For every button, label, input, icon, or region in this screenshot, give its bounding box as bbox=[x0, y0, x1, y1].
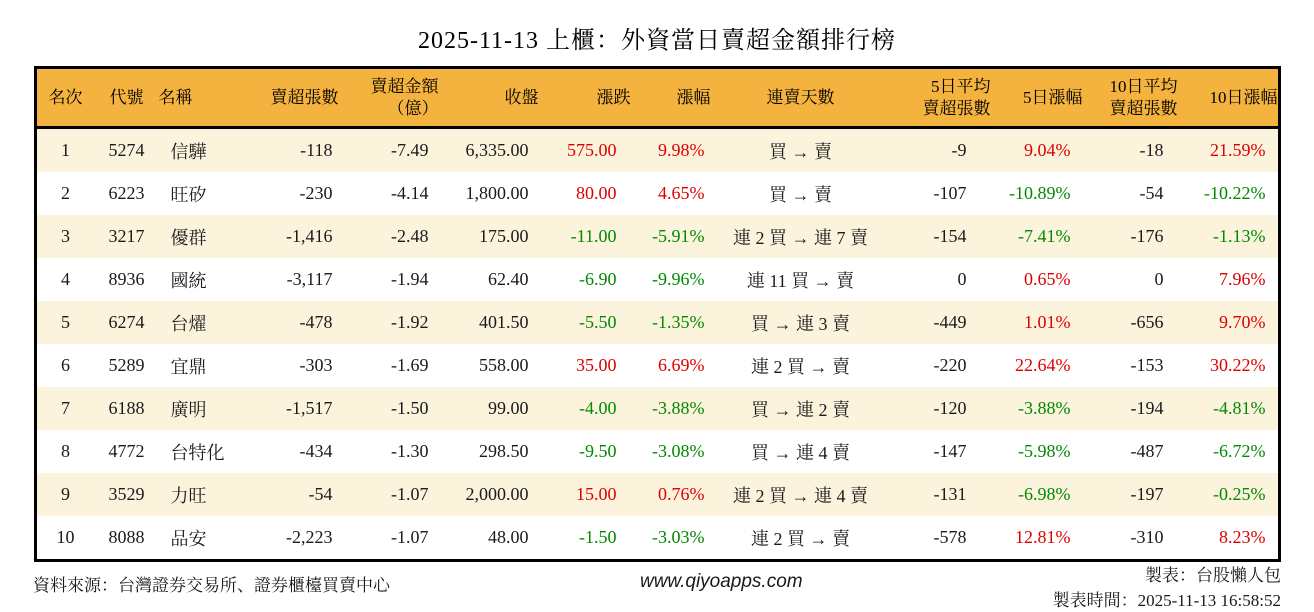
cell-pct5: -10.89% bbox=[991, 172, 1083, 215]
cell-close: 558.00 bbox=[439, 344, 539, 387]
cell-change_pct: 9.98% bbox=[631, 128, 711, 173]
cell-pct10: -10.22% bbox=[1178, 172, 1280, 215]
cell-avg10: -194 bbox=[1083, 387, 1178, 430]
cell-sell_amount: -1.30 bbox=[339, 430, 439, 473]
cell-change: -9.50 bbox=[539, 430, 631, 473]
cell-rank: 10 bbox=[35, 516, 95, 561]
cell-streak: 連 2 買 → 賣 bbox=[711, 516, 891, 561]
cell-sell_shares: -230 bbox=[251, 172, 339, 215]
table-row bbox=[35, 301, 1279, 344]
cell-change: -4.00 bbox=[539, 387, 631, 430]
cell-rank: 3 bbox=[35, 215, 95, 258]
cell-close: 1,800.00 bbox=[439, 172, 539, 215]
cell-avg10: -176 bbox=[1083, 215, 1178, 258]
cell-streak: 連 2 買 → 連 4 賣 bbox=[711, 473, 891, 516]
col-header-change_pct: 漲幅 bbox=[631, 68, 711, 128]
cell-change: 80.00 bbox=[539, 172, 631, 215]
cell-pct5: -6.98% bbox=[991, 473, 1083, 516]
table-row bbox=[35, 344, 1279, 387]
cell-pct10: -0.25% bbox=[1178, 473, 1280, 516]
cell-rank: 7 bbox=[35, 387, 95, 430]
cell-pct5: 9.04% bbox=[991, 128, 1083, 173]
cell-close: 401.50 bbox=[439, 301, 539, 344]
header-row bbox=[35, 68, 1279, 128]
cell-sell_amount: -1.07 bbox=[339, 473, 439, 516]
cell-close: 175.00 bbox=[439, 215, 539, 258]
cell-pct5: 0.65% bbox=[991, 258, 1083, 301]
cell-rank: 9 bbox=[35, 473, 95, 516]
footer bbox=[33, 564, 1281, 612]
cell-sell_shares: -2,223 bbox=[251, 516, 339, 561]
cell-rank: 2 bbox=[35, 172, 95, 215]
cell-avg10: -310 bbox=[1083, 516, 1178, 561]
cell-rank: 6 bbox=[35, 344, 95, 387]
cell-avg5: -578 bbox=[891, 516, 991, 561]
cell-sell_shares: -118 bbox=[251, 128, 339, 173]
cell-code: 3529 bbox=[95, 473, 159, 516]
col-header-change: 漲跌 bbox=[539, 68, 631, 128]
cell-sell_amount: -1.69 bbox=[339, 344, 439, 387]
cell-sell_shares: -1,517 bbox=[251, 387, 339, 430]
col-header-close: 收盤 bbox=[439, 68, 539, 128]
cell-name: 宜鼎 bbox=[159, 344, 251, 387]
cell-avg5: -154 bbox=[891, 215, 991, 258]
col-header-code: 代號 bbox=[95, 68, 159, 128]
cell-avg5: -220 bbox=[891, 344, 991, 387]
cell-change: -11.00 bbox=[539, 215, 631, 258]
cell-avg10: -54 bbox=[1083, 172, 1178, 215]
cell-sell_shares: -478 bbox=[251, 301, 339, 344]
cell-streak: 買 → 連 4 賣 bbox=[711, 430, 891, 473]
cell-streak: 連 11 買 → 賣 bbox=[711, 258, 891, 301]
col-header-sell_shares: 賣超張數 bbox=[251, 68, 339, 128]
cell-avg5: 0 bbox=[891, 258, 991, 301]
cell-code: 8088 bbox=[95, 516, 159, 561]
cell-pct10: -4.81% bbox=[1178, 387, 1280, 430]
cell-sell_shares: -3,117 bbox=[251, 258, 339, 301]
ranking-table bbox=[34, 66, 1281, 562]
col-header-pct5: 5日漲幅 bbox=[991, 68, 1083, 128]
cell-pct10: 7.96% bbox=[1178, 258, 1280, 301]
cell-name: 力旺 bbox=[159, 473, 251, 516]
col-header-sell_amount: 賣超金額 （億） bbox=[339, 68, 439, 128]
cell-change: -5.50 bbox=[539, 301, 631, 344]
cell-avg5: -107 bbox=[891, 172, 991, 215]
cell-change_pct: -9.96% bbox=[631, 258, 711, 301]
cell-sell_shares: -303 bbox=[251, 344, 339, 387]
website-url: www.qiyoapps.com bbox=[639, 571, 803, 592]
cell-change_pct: -3.03% bbox=[631, 516, 711, 561]
table-row bbox=[35, 516, 1279, 561]
cell-streak: 買 → 賣 bbox=[711, 128, 891, 173]
col-header-rank: 名次 bbox=[35, 68, 95, 128]
cell-code: 6223 bbox=[95, 172, 159, 215]
cell-name: 品安 bbox=[159, 516, 251, 561]
table-row bbox=[35, 215, 1279, 258]
cell-streak: 買 → 連 3 賣 bbox=[711, 301, 891, 344]
cell-name: 台燿 bbox=[159, 301, 251, 344]
cell-change: 15.00 bbox=[539, 473, 631, 516]
cell-pct5: 1.01% bbox=[991, 301, 1083, 344]
cell-pct10: -1.13% bbox=[1178, 215, 1280, 258]
cell-code: 6274 bbox=[95, 301, 159, 344]
cell-close: 6,335.00 bbox=[439, 128, 539, 173]
cell-change: -1.50 bbox=[539, 516, 631, 561]
cell-pct5: 12.81% bbox=[991, 516, 1083, 561]
cell-sell_shares: -1,416 bbox=[251, 215, 339, 258]
cell-sell_amount: -2.48 bbox=[339, 215, 439, 258]
cell-sell_amount: -1.50 bbox=[339, 387, 439, 430]
cell-name: 廣明 bbox=[159, 387, 251, 430]
cell-close: 48.00 bbox=[439, 516, 539, 561]
col-header-avg5: 5日平均 賣超張數 bbox=[891, 68, 991, 128]
cell-change: 35.00 bbox=[539, 344, 631, 387]
cell-sell_shares: -54 bbox=[251, 473, 339, 516]
cell-code: 8936 bbox=[95, 258, 159, 301]
col-header-avg10: 10日平均 賣超張數 bbox=[1083, 68, 1178, 128]
cell-sell_amount: -4.14 bbox=[339, 172, 439, 215]
table-row bbox=[35, 128, 1279, 173]
cell-streak: 連 2 買 → 連 7 賣 bbox=[711, 215, 891, 258]
cell-change: -6.90 bbox=[539, 258, 631, 301]
cell-change: 575.00 bbox=[539, 128, 631, 173]
table-row bbox=[35, 258, 1279, 301]
cell-pct5: 22.64% bbox=[991, 344, 1083, 387]
cell-avg5: -147 bbox=[891, 430, 991, 473]
cell-name: 旺矽 bbox=[159, 172, 251, 215]
cell-avg10: 0 bbox=[1083, 258, 1178, 301]
col-header-pct10: 10日漲幅 bbox=[1178, 68, 1280, 128]
cell-avg10: -487 bbox=[1083, 430, 1178, 473]
cell-sell_amount: -7.49 bbox=[339, 128, 439, 173]
table-row bbox=[35, 430, 1279, 473]
cell-avg5: -120 bbox=[891, 387, 991, 430]
cell-change_pct: 6.69% bbox=[631, 344, 711, 387]
cell-close: 62.40 bbox=[439, 258, 539, 301]
table-body bbox=[35, 128, 1279, 561]
cell-streak: 買 → 賣 bbox=[711, 172, 891, 215]
cell-avg5: -9 bbox=[891, 128, 991, 173]
author: 製表：台股懶人包 bbox=[1144, 566, 1281, 585]
cell-change_pct: -3.08% bbox=[631, 430, 711, 473]
cell-close: 2,000.00 bbox=[439, 473, 539, 516]
cell-sell_shares: -434 bbox=[251, 430, 339, 473]
cell-change_pct: 4.65% bbox=[631, 172, 711, 215]
cell-pct5: -7.41% bbox=[991, 215, 1083, 258]
cell-rank: 5 bbox=[35, 301, 95, 344]
cell-streak: 買 → 連 2 賣 bbox=[711, 387, 891, 430]
cell-rank: 8 bbox=[35, 430, 95, 473]
cell-code: 4772 bbox=[95, 430, 159, 473]
cell-pct10: 8.23% bbox=[1178, 516, 1280, 561]
col-header-name: 名稱 bbox=[159, 68, 251, 128]
cell-change_pct: -3.88% bbox=[631, 387, 711, 430]
table-row bbox=[35, 172, 1279, 215]
cell-close: 298.50 bbox=[439, 430, 539, 473]
cell-avg10: -656 bbox=[1083, 301, 1178, 344]
cell-rank: 1 bbox=[35, 128, 95, 173]
data-source: 資料來源：台灣證券交易所、證券櫃檯買賣中心 bbox=[33, 576, 390, 595]
cell-name: 優群 bbox=[159, 215, 251, 258]
cell-code: 6188 bbox=[95, 387, 159, 430]
cell-code: 3217 bbox=[95, 215, 159, 258]
cell-sell_amount: -1.07 bbox=[339, 516, 439, 561]
cell-name: 台特化 bbox=[159, 430, 251, 473]
cell-close: 99.00 bbox=[439, 387, 539, 430]
cell-avg10: -18 bbox=[1083, 128, 1178, 173]
cell-code: 5274 bbox=[95, 128, 159, 173]
cell-change_pct: -1.35% bbox=[631, 301, 711, 344]
cell-pct10: 21.59% bbox=[1178, 128, 1280, 173]
cell-code: 5289 bbox=[95, 344, 159, 387]
cell-sell_amount: -1.92 bbox=[339, 301, 439, 344]
cell-rank: 4 bbox=[35, 258, 95, 301]
cell-avg10: -153 bbox=[1083, 344, 1178, 387]
cell-pct5: -3.88% bbox=[991, 387, 1083, 430]
cell-streak: 連 2 買 → 賣 bbox=[711, 344, 891, 387]
credit-block bbox=[1053, 564, 1281, 612]
cell-sell_amount: -1.94 bbox=[339, 258, 439, 301]
table-row bbox=[35, 473, 1279, 516]
cell-pct10: 30.22% bbox=[1178, 344, 1280, 387]
cell-avg5: -131 bbox=[891, 473, 991, 516]
cell-pct10: -6.72% bbox=[1178, 430, 1280, 473]
generated-time: 製表時間：2025-11-13 16:58:52 bbox=[1052, 590, 1281, 610]
table-row bbox=[35, 387, 1279, 430]
cell-avg10: -197 bbox=[1083, 473, 1178, 516]
cell-pct10: 9.70% bbox=[1178, 301, 1280, 344]
cell-name: 國統 bbox=[159, 258, 251, 301]
cell-pct5: -5.98% bbox=[991, 430, 1083, 473]
col-header-streak: 連賣天數 bbox=[711, 68, 891, 128]
cell-change_pct: 0.76% bbox=[631, 473, 711, 516]
cell-name: 信驊 bbox=[159, 128, 251, 173]
cell-avg5: -449 bbox=[891, 301, 991, 344]
table-header bbox=[35, 68, 1279, 128]
cell-change_pct: -5.91% bbox=[631, 215, 711, 258]
page-title: 2025-11-13 上櫃：外資當日賣超金額排行榜 bbox=[417, 28, 897, 54]
